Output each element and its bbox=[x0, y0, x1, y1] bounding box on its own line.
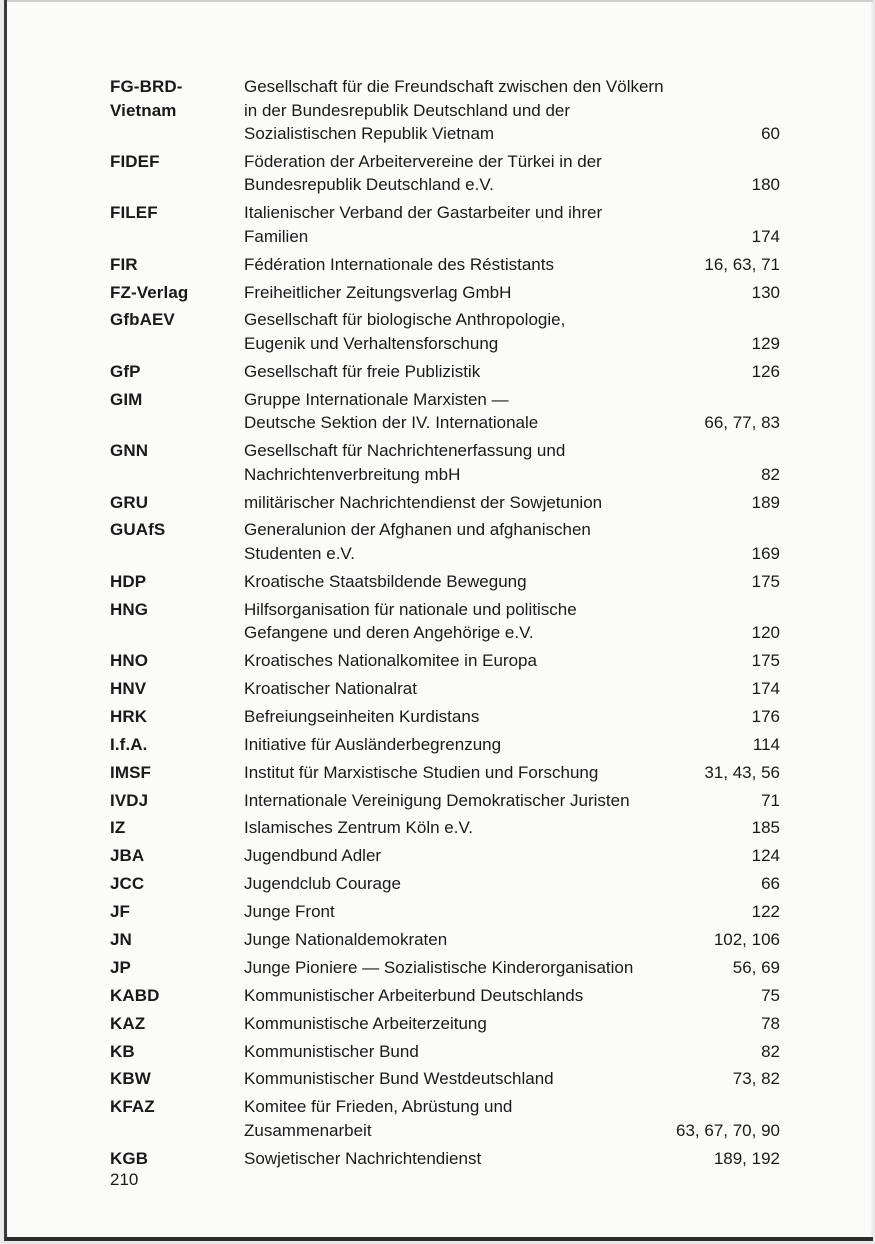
entry-description bbox=[244, 1067, 780, 1091]
entry-description-line: Gesellschaft für die Freundschaft zwischen den Völkern bbox=[244, 77, 664, 96]
entry-description bbox=[244, 677, 780, 701]
entry-description bbox=[244, 281, 780, 305]
entry-description-line: Junge Nationaldemokraten bbox=[244, 929, 448, 949]
entry-abbreviation: JP bbox=[110, 957, 131, 977]
index-entry bbox=[110, 281, 780, 305]
entry-abbreviation: IZ bbox=[110, 818, 126, 838]
entry-description-line: militärischer Nachrichtendienst der Sowjetunion bbox=[244, 492, 603, 512]
entry-page-refs: 189 bbox=[751, 492, 780, 512]
entry-description bbox=[244, 705, 780, 729]
entry-description-line: Komitee für Frieden, Abrüstung und bbox=[244, 1097, 513, 1117]
index-entry bbox=[110, 900, 780, 924]
index-entry bbox=[110, 705, 780, 729]
entry-description bbox=[244, 816, 780, 840]
entry-page-refs: 175 bbox=[751, 571, 780, 591]
entry-description bbox=[244, 984, 780, 1008]
entry-abbreviation: IVDJ bbox=[110, 790, 149, 810]
entry-abbreviation: JCC bbox=[110, 874, 145, 894]
entry-description bbox=[244, 928, 780, 952]
entry-description bbox=[244, 439, 780, 486]
index-entry bbox=[110, 1040, 780, 1064]
entry-description bbox=[244, 1095, 780, 1142]
entry-description-line: Hilfsorganisation für nationale und politische bbox=[244, 599, 577, 619]
entry-abbreviation: HNO bbox=[110, 651, 149, 671]
index-entry bbox=[110, 360, 780, 384]
entry-abbreviation: GRU bbox=[110, 492, 149, 512]
entry-description-line: Internationale Vereinigung Demokratischer Juristen bbox=[244, 790, 630, 810]
index-entry bbox=[110, 75, 780, 146]
entry-description-line: in der Bundesrepublik Deutschland und der bbox=[244, 100, 571, 120]
entry-page-refs: 82 bbox=[761, 1041, 780, 1061]
entry-description-line: Gesellschaft für biologische Anthropologie, bbox=[244, 310, 566, 330]
index-entry bbox=[110, 439, 780, 486]
entry-description-line: Kroatisches Nationalkomitee in Europa bbox=[244, 651, 537, 671]
entry-page-refs: 66 bbox=[761, 874, 780, 894]
entry-description-line: Initiative für Ausländerbegrenzung bbox=[244, 734, 502, 754]
entry-page-refs: 189, 192 bbox=[713, 1148, 780, 1168]
entry-description-line: Kroatische Staatsbildende Bewegung bbox=[244, 571, 527, 591]
entry-description-line: Gruppe Internationale Marxisten — bbox=[244, 389, 509, 409]
index-entry bbox=[110, 649, 780, 673]
entry-description bbox=[244, 1040, 780, 1064]
index-entry bbox=[110, 733, 780, 757]
entry-abbreviation: GIM bbox=[110, 389, 143, 409]
entry-page-refs: 185 bbox=[751, 818, 780, 838]
entry-abbreviation: HNG bbox=[110, 599, 149, 619]
page-number: 210 bbox=[110, 1170, 139, 1189]
entry-description-line: Föderation der Arbeitervereine der Türkei in der bbox=[244, 151, 602, 171]
entry-abbreviation: KFAZ bbox=[110, 1097, 155, 1117]
index-entry bbox=[110, 956, 780, 980]
entry-description bbox=[244, 789, 780, 813]
entry-description-line: Jugendbund Adler bbox=[244, 846, 382, 866]
entry-description-line: Befreiungseinheiten Kurdistans bbox=[244, 706, 480, 726]
entry-abbreviation: KBW bbox=[110, 1069, 151, 1089]
entry-page-refs: 73, 82 bbox=[732, 1069, 780, 1089]
entry-description-line: Islamisches Zentrum Köln e.V. bbox=[244, 818, 473, 838]
entry-description-line: Sozialistischen Republik Vietnam bbox=[244, 124, 495, 143]
entry-description bbox=[244, 201, 780, 248]
entry-description-line: Institut für Marxistische Studien und Forschung bbox=[244, 762, 599, 782]
entry-description bbox=[244, 761, 780, 785]
entry-abbreviation: JF bbox=[110, 902, 131, 922]
entry-abbreviation: FIDEF bbox=[110, 151, 160, 171]
index-entry bbox=[110, 491, 780, 515]
entry-description-line: Nachrichtenverbreitung mbH bbox=[244, 464, 461, 484]
entry-description-line: Generalunion der Afghanen und afghanischen bbox=[244, 520, 591, 540]
entry-page-refs: 169 bbox=[751, 543, 780, 563]
entry-abbreviation: GfP bbox=[110, 361, 141, 381]
entry-abbreviation: JN bbox=[110, 929, 132, 949]
entry-page-refs: 122 bbox=[751, 902, 780, 922]
index-entry bbox=[110, 1067, 780, 1091]
entry-abbreviation: FG-BRD- Vietnam bbox=[110, 77, 183, 120]
entry-description-line: Italienischer Verband der Gastarbeiter und ihrer bbox=[244, 203, 603, 223]
index-entry bbox=[110, 872, 780, 896]
index-entry bbox=[110, 598, 780, 645]
entry-description bbox=[244, 308, 780, 355]
entry-description-line: Eugenik und Verhaltensforschung bbox=[244, 333, 499, 353]
entry-page-refs: 129 bbox=[751, 333, 780, 353]
index-entry bbox=[110, 201, 780, 248]
entry-abbreviation: GUAfS bbox=[110, 520, 166, 540]
entry-abbreviation: HNV bbox=[110, 678, 147, 698]
entry-page-refs: 124 bbox=[751, 846, 780, 866]
index-entry bbox=[110, 388, 780, 435]
entry-page-refs: 180 bbox=[751, 175, 780, 195]
entry-abbreviation: FZ-Verlag bbox=[110, 282, 189, 302]
entry-abbreviation: FILEF bbox=[110, 203, 158, 223]
index-entry bbox=[110, 928, 780, 952]
entry-abbreviation: IMSF bbox=[110, 762, 152, 782]
entry-description-line: Kommunistischer Arbeiterbund Deutschlands bbox=[244, 985, 584, 1005]
entry-description bbox=[244, 900, 780, 924]
entry-abbreviation: GNN bbox=[110, 441, 149, 461]
entry-page-refs: 114 bbox=[752, 734, 780, 754]
entry-description-line: Gesellschaft für freie Publizistik bbox=[244, 361, 481, 381]
entry-description-line: Sowjetischer Nachrichtendienst bbox=[244, 1148, 482, 1168]
entry-page-refs: 175 bbox=[751, 651, 780, 671]
entry-description-line: Familien bbox=[244, 226, 309, 246]
index-entry bbox=[110, 308, 780, 355]
entry-description-line: Kroatischer Nationalrat bbox=[244, 678, 417, 698]
entry-description-line: Freiheitlicher Zeitungsverlag GmbH bbox=[244, 282, 512, 302]
entry-description bbox=[244, 75, 780, 146]
entry-description-line: Fédération Internationale des Réstistants bbox=[244, 254, 554, 274]
entry-description bbox=[244, 491, 780, 515]
entry-page-refs: 174 bbox=[751, 678, 780, 698]
index-entry bbox=[110, 253, 780, 277]
index-entry bbox=[110, 570, 780, 594]
entry-description bbox=[244, 844, 780, 868]
entry-abbreviation: JBA bbox=[110, 846, 145, 866]
entry-description bbox=[244, 649, 780, 673]
entry-page-refs: 31, 43, 56 bbox=[704, 762, 780, 782]
entry-page-refs: 63, 67, 70, 90 bbox=[676, 1120, 780, 1140]
entry-description bbox=[244, 598, 780, 645]
index-entry bbox=[110, 1012, 780, 1036]
entry-description-line: Gefangene und deren Angehörige e.V. bbox=[244, 623, 534, 643]
entry-abbreviation: HRK bbox=[110, 706, 148, 726]
entry-description-line: Jugendclub Courage bbox=[244, 874, 401, 894]
entry-description bbox=[244, 388, 780, 435]
entry-page-refs: 176 bbox=[751, 706, 780, 726]
entry-page-refs: 102, 106 bbox=[713, 929, 780, 949]
entry-description bbox=[244, 872, 780, 896]
entry-description-line: Kommunistische Arbeiterzeitung bbox=[244, 1013, 487, 1033]
entry-page-refs: 60 bbox=[761, 124, 780, 143]
entry-description-line: Deutsche Sektion der IV. Internationale bbox=[244, 413, 539, 433]
entry-description bbox=[244, 733, 780, 757]
index-entry bbox=[110, 1147, 780, 1171]
entry-abbreviation: HDP bbox=[110, 571, 147, 591]
entry-description-line: Zusammenarbeit bbox=[244, 1120, 372, 1140]
page-edge bbox=[7, 0, 873, 2]
entry-description bbox=[244, 150, 780, 197]
index-entry bbox=[110, 150, 780, 197]
entry-page-refs: 78 bbox=[761, 1013, 780, 1033]
entry-page-refs: 82 bbox=[761, 464, 780, 484]
entry-page-refs: 75 bbox=[761, 985, 780, 1005]
entry-description bbox=[244, 518, 780, 565]
entry-description bbox=[244, 1147, 780, 1171]
index-entry bbox=[110, 761, 780, 785]
entry-abbreviation: KAZ bbox=[110, 1013, 146, 1033]
entry-page-refs: 174 bbox=[751, 226, 780, 246]
entry-page-refs: 120 bbox=[751, 623, 780, 643]
index-entry bbox=[110, 518, 780, 565]
entry-abbreviation: I.f.A. bbox=[110, 734, 148, 754]
abbreviation-index bbox=[110, 75, 780, 1175]
entry-description bbox=[244, 1012, 780, 1036]
book-page bbox=[4, 0, 873, 1241]
entry-abbreviation: KABD bbox=[110, 985, 160, 1005]
entry-description-line: Kommunistischer Bund Westdeutschland bbox=[244, 1069, 554, 1089]
entry-page-refs: 130 bbox=[751, 282, 780, 302]
index-entry bbox=[110, 1095, 780, 1142]
index-entry bbox=[110, 844, 780, 868]
entry-description-line: Gesellschaft für Nachrichtenerfassung und bbox=[244, 441, 566, 461]
entry-abbreviation: GfbAEV bbox=[110, 310, 175, 330]
index-entry bbox=[110, 984, 780, 1008]
index-entry bbox=[110, 789, 780, 813]
entry-page-refs: 66, 77, 83 bbox=[704, 413, 780, 433]
entry-description-line: Junge Front bbox=[244, 902, 335, 922]
entry-description bbox=[244, 253, 780, 277]
entry-description bbox=[244, 570, 780, 594]
entry-abbreviation: KB bbox=[110, 1041, 135, 1061]
index-entry bbox=[110, 677, 780, 701]
entry-abbreviation: FIR bbox=[110, 254, 138, 274]
entry-abbreviation: KGB bbox=[110, 1148, 149, 1168]
entry-page-refs: 71 bbox=[761, 790, 780, 810]
entry-page-refs: 56, 69 bbox=[732, 957, 780, 977]
entry-description bbox=[244, 360, 780, 384]
index-entry bbox=[110, 816, 780, 840]
entry-description-line: Bundesrepublik Deutschland e.V. bbox=[244, 175, 494, 195]
entry-page-refs: 16, 63, 71 bbox=[704, 254, 780, 274]
entry-description-line: Junge Pioniere — Sozialistische Kinderorganisation bbox=[244, 957, 634, 977]
entry-page-refs: 126 bbox=[751, 361, 780, 381]
entry-description-line: Studenten e.V. bbox=[244, 543, 355, 563]
entry-description bbox=[244, 956, 780, 980]
entry-description-line: Kommunistischer Bund bbox=[244, 1041, 419, 1061]
